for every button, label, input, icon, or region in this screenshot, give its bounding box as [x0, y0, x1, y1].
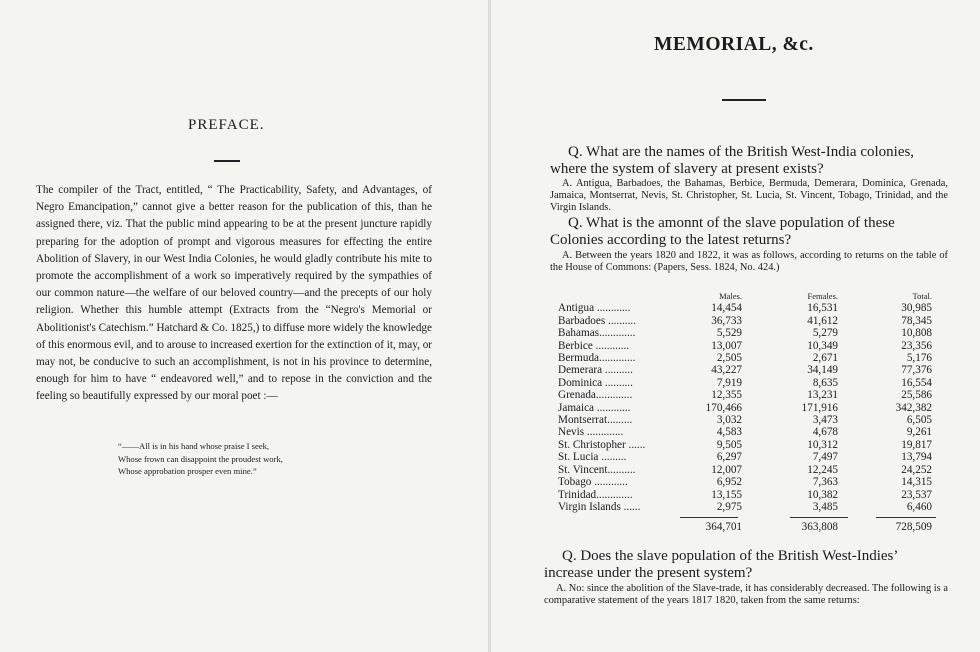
header-males: Males. [719, 291, 742, 301]
table-row [558, 501, 932, 513]
total-value: 10,808 [901, 327, 932, 340]
colony-name: Virgin Islands ...... [558, 500, 641, 513]
total-value: 342,382 [895, 401, 932, 414]
total-all: 728,509 [895, 521, 932, 534]
males-value: 14,454 [711, 302, 742, 315]
table-row [558, 414, 932, 426]
total-value: 77,376 [901, 364, 932, 377]
table-row [558, 464, 932, 476]
males-value: 5,529 [716, 327, 742, 340]
total-value: 19,817 [901, 438, 932, 451]
males-value: 7,919 [716, 376, 742, 389]
females-value: 3,485 [812, 500, 838, 513]
poem-line: Whose frown can disappoint the proudest work, [118, 453, 283, 464]
males-value: 36,733 [711, 314, 742, 327]
answer-1: A. Antigua, Barbadoes, the Bahamas, Berbice, Bermuda, Demerara, Dominica, Grenada, Jamaica, Montserrat, Nevis, St. Christopher, St. Lucia, St. Vincent, Tobago, Trinidad, and the Virgin Islands. [550, 178, 948, 214]
colony-name: Montserrat......... [558, 414, 633, 427]
females-value: 171,916 [801, 401, 838, 414]
colony-name: Antigua ............ [558, 302, 631, 315]
colony-name: Bahamas............. [558, 327, 636, 340]
colony-name: St. Vincent.......... [558, 463, 636, 476]
answer-2: A. Between the years 1820 and 1822, it was as follows, according to returns on the table of the House of Commons: (Papers, Sess. 1824, No. 424.) [550, 250, 948, 274]
males-value: 43,227 [711, 364, 742, 377]
table-row [558, 302, 932, 314]
question-1: Q. What are the names of the British West-India colonies, where the system of slavery at present exists? [550, 144, 915, 177]
total-value: 14,315 [901, 476, 932, 489]
total-value: 16,554 [901, 376, 932, 389]
total-value: 23,537 [901, 488, 932, 501]
table-row [558, 364, 932, 376]
colony-name: Grenada............. [558, 389, 633, 402]
total-value: 6,505 [906, 414, 932, 427]
poem-quote [118, 440, 283, 478]
males-value: 12,007 [711, 463, 742, 476]
males-value: 13,155 [711, 488, 742, 501]
memorial-title: MEMORIAL, &c. [654, 34, 814, 55]
females-value: 16,531 [807, 302, 838, 315]
females-value: 10,349 [807, 339, 838, 352]
table-row [558, 476, 932, 488]
total-value: 5,176 [906, 352, 932, 365]
colony-name: Berbice ............ [558, 339, 630, 352]
females-value: 7,363 [812, 476, 838, 489]
females-value: 41,612 [807, 314, 838, 327]
table-row [558, 451, 932, 463]
preface-title: PREFACE. [188, 117, 265, 133]
females-value: 10,312 [807, 438, 838, 451]
question-2: Q. What is the amonnt of the slave population of these Colonies according to the latest returns? [550, 215, 895, 248]
females-value: 13,231 [807, 389, 838, 402]
table-row [558, 426, 932, 438]
colony-name: Tobago ............ [558, 476, 628, 489]
females-value: 4,678 [812, 426, 838, 439]
males-value: 13,007 [711, 339, 742, 352]
total-value: 23,356 [901, 339, 932, 352]
header-total: Total. [912, 291, 932, 301]
preface-paragraph: The compiler of the Tract, entitled, “ The Practicability, Safety, and Advantages, of Negro Emancipation,” cannot give a better reason for the publication of this, than he assigned there, viz. That the public mind appearing to be at the present juncture rapidly preparing for the adoption of prompt and vigorous measures for effecting the entire Abolition of Slavery, in our West India Colonies, he would gladly contribute his mite to promote the accomplishment of a work so imperatively required by the sympathies of our common nature—the welfare of our beloved country—and the precepts of our holy religion. Whether this humble attempt (Extracts from the “Negro's Memorial or Abolitionist's Catechism.” Hatchard & Co. 1825,) to diffuse more widely the knowledge of this enormous evil, and to arouse to increased exertion for the extinction of it, may, or may not, be conducive to such an accomplishment, is not in his province to determine, enough for him to have “ endeavored well,” and to repose in the conviction and the feeling so beautifully expressed by our moral poet :— [36, 184, 433, 403]
females-value: 7,497 [812, 451, 838, 464]
table-header-row [558, 290, 932, 302]
total-value: 24,252 [901, 463, 932, 476]
colony-name: Bermuda............. [558, 352, 636, 365]
colony-name: St. Christopher ...... [558, 438, 646, 451]
question-3: Q. Does the slave population of the British West-Indies’ increase under the present system? [544, 548, 898, 581]
total-value: 78,345 [901, 314, 932, 327]
males-value: 170,466 [705, 401, 742, 414]
females-value: 3,473 [812, 414, 838, 427]
table-row [558, 315, 932, 327]
females-value: 34,149 [807, 364, 838, 377]
header-females: Females. [807, 291, 838, 301]
table-row [558, 389, 932, 401]
females-value: 8,635 [812, 376, 838, 389]
males-value: 2,975 [716, 500, 742, 513]
total-value: 30,985 [901, 302, 932, 315]
males-value: 2,505 [716, 352, 742, 365]
total-value: 6,460 [906, 500, 932, 513]
total-value: 9,261 [906, 426, 932, 439]
colony-name: St. Lucia ......... [558, 451, 627, 464]
males-value: 3,032 [716, 414, 742, 427]
answer-3: A. No: since the abolition of the Slave-trade, it has considerably decreased. The following is a comparative statement of the years 1817 1820, taken from the same returns: [544, 583, 948, 607]
males-value: 6,952 [716, 476, 742, 489]
females-value: 10,382 [807, 488, 838, 501]
preface-rule [214, 160, 240, 162]
females-value: 2,671 [812, 352, 838, 365]
females-value: 5,279 [812, 327, 838, 340]
males-value: 4,583 [716, 426, 742, 439]
memorial-rule [722, 99, 766, 101]
colony-name: Trinidad............. [558, 488, 633, 501]
table-row [558, 340, 932, 352]
colony-name: Barbadoes .......... [558, 314, 636, 327]
colony-name: Demerara .......... [558, 364, 633, 377]
table-row [558, 327, 932, 339]
right-page [490, 0, 980, 652]
poem-line: Whose approbation prosper even mine.” [118, 466, 257, 477]
males-value: 12,355 [711, 389, 742, 402]
sum-rule-males [680, 517, 738, 518]
slave-population-table [558, 290, 932, 534]
total-value: 13,794 [901, 451, 932, 464]
females-value: 12,245 [807, 463, 838, 476]
table-row [558, 439, 932, 451]
table-row [558, 489, 932, 501]
table-row [558, 402, 932, 414]
males-value: 9,505 [716, 438, 742, 451]
males-value: 6,297 [716, 451, 742, 464]
table-row [558, 377, 932, 389]
colony-name: Nevis ............. [558, 426, 624, 439]
sum-rule-total [876, 517, 936, 518]
total-females: 363,808 [801, 521, 838, 534]
colony-name: Dominica .......... [558, 376, 633, 389]
sum-rule-females [790, 517, 848, 518]
colony-name: Jamaica ............ [558, 401, 631, 414]
total-males: 364,701 [705, 521, 742, 534]
poem-line: “——All is in his hand whose praise I seek, [118, 441, 270, 451]
total-value: 25,586 [901, 389, 932, 402]
table-row [558, 352, 932, 364]
